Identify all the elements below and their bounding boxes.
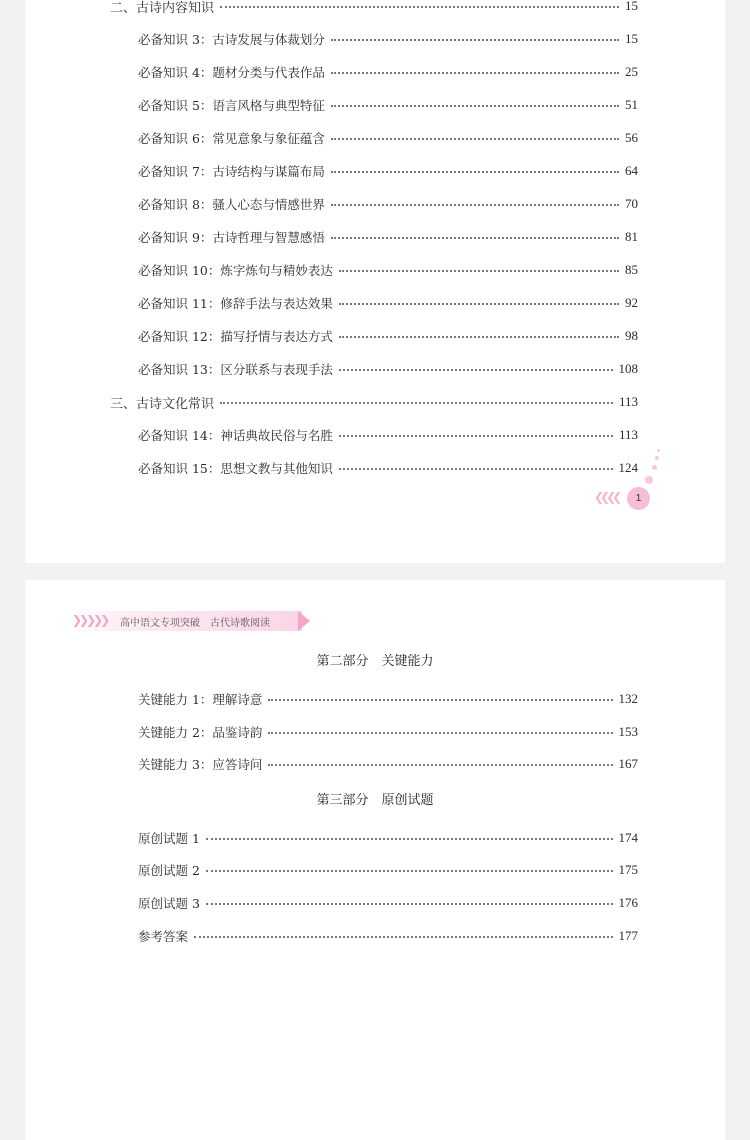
toc-entry[interactable] [138,926,638,946]
page-number-badge: 1 [627,487,650,510]
toc-entry[interactable] [138,425,638,445]
toc-entry-page: 15 [625,31,638,46]
toc-entry[interactable] [138,62,638,82]
toc-entry-label: 必备知识 4：题材分类与代表作品 [138,65,325,80]
toc-entry-label: 关键能力 1：理解诗意 [138,692,263,707]
dot-leader [331,39,619,41]
dot-leader [268,764,612,766]
toc-entry-label: 必备知识 6：常见意象与象征蕴含 [138,131,325,146]
dot-leader [331,138,619,140]
toc-entry-section-3[interactable] [110,392,638,412]
toc-entry-label: 二、古诗内容知识 [110,0,215,16]
toc-entry[interactable] [138,29,638,49]
toc-entry-label: 三、古诗文化常识 [110,396,215,412]
toc-entry-page: 56 [625,130,638,145]
toc-entry-page: 25 [625,64,638,79]
toc-entry-page: 64 [625,163,638,178]
toc-entry-page: 15 [625,0,638,13]
toc-entry[interactable] [138,128,638,148]
toc-entry[interactable] [138,293,638,313]
chevron-right-icon: ❯❯❯❯❯ [72,613,108,627]
toc-entry[interactable] [138,689,638,709]
dot-leader [206,903,613,905]
toc-entry-label: 原创试题 2 [138,863,200,878]
dot-leader [331,171,619,173]
toc-entry-page: 108 [618,361,638,376]
toc-entry-label: 必备知识 3：古诗发展与体裁划分 [138,32,325,47]
toc-entry[interactable] [138,893,638,913]
toc-entry[interactable] [138,227,638,247]
toc-entry[interactable] [138,860,638,880]
decor-dot [652,465,657,470]
part-3-title: 第三部分 原创试题 [316,793,434,808]
toc-entry-page: 81 [625,229,638,244]
toc-entry-page: 176 [618,895,638,910]
toc-entry-page: 51 [625,97,638,112]
toc-entry-label: 原创试题 1 [138,831,200,846]
toc-entry[interactable] [138,359,638,379]
toc-entry-page: 174 [618,830,638,845]
header-banner [70,611,310,631]
toc-entry-page: 70 [625,196,638,211]
toc-entry-label: 必备知识 9：古诗哲理与智慧感悟 [138,230,325,245]
dot-leader [220,6,619,8]
toc-entry-section-2[interactable] [110,0,638,16]
decor-dot [657,449,660,452]
dot-leader [339,336,619,338]
toc-entry[interactable] [138,194,638,214]
toc-entry-label: 必备知识 8：骚人心态与情感世界 [138,197,325,212]
toc-page-1 [25,0,725,563]
decor-dot [655,456,659,460]
toc-entry-label: 必备知识 7：古诗结构与谋篇布局 [138,164,325,179]
toc-entry-page: 98 [625,328,638,343]
toc-entry[interactable] [138,260,638,280]
dot-leader [331,204,619,206]
toc-entry[interactable] [138,458,638,478]
toc-entry-label: 必备知识 13：区分联系与表现手法 [138,362,333,377]
toc-entry-page: 167 [618,756,638,771]
dot-leader [206,838,613,840]
dot-leader [339,303,619,305]
toc-entry-page: 132 [618,691,638,706]
dot-leader [331,72,619,74]
toc-entry[interactable] [138,326,638,346]
dot-leader [268,699,612,701]
toc-entry-label: 参考答案 [138,929,189,944]
toc-entry-label: 必备知识 10：炼字炼句与精妙表达 [138,263,333,278]
toc-entry-label: 原创试题 3 [138,896,200,911]
double-chevron-left-icon: ❮❮❮❮ [594,490,619,504]
dot-leader [339,435,613,437]
toc-entry-page: 153 [618,724,638,739]
toc-entry-label: 必备知识 5：语言风格与典型特征 [138,98,325,113]
dot-leader [268,732,612,734]
dot-leader [220,402,613,404]
dot-leader [206,870,613,872]
part-2-title: 第二部分 关键能力 [316,654,434,669]
dot-leader [331,105,619,107]
toc-entry[interactable] [138,95,638,115]
toc-entry-page: 85 [625,262,638,277]
toc-entry-page: 113 [618,394,638,409]
toc-entry-page: 113 [618,427,638,442]
toc-entry-label: 必备知识 11：修辞手法与表达效果 [138,296,333,311]
toc-entry-page: 92 [625,295,638,310]
toc-entry[interactable] [138,754,638,774]
toc-entry-page: 175 [618,862,638,877]
dot-leader [339,468,613,470]
dot-leader [194,936,612,938]
dot-leader [339,369,613,371]
toc-entry-label: 必备知识 12：描写抒情与表达方式 [138,329,333,344]
toc-entry-label: 关键能力 3：应答诗问 [138,757,263,772]
banner-arrow-tip [298,611,310,631]
dot-leader [331,237,619,239]
toc-entry[interactable] [138,161,638,181]
toc-entry-page: 177 [618,928,638,943]
toc-entry-label: 必备知识 14：神话典故民俗与名胜 [138,428,333,443]
dot-leader [339,270,619,272]
toc-entry[interactable] [138,722,638,742]
banner-title: 高中语文专项突破 古代诗歌阅读 [120,618,270,629]
toc-entry-label: 关键能力 2：品鉴诗韵 [138,725,263,740]
toc-entry[interactable] [138,828,638,848]
decor-dot [645,476,653,484]
toc-entry-label: 必备知识 15：思想文教与其他知识 [138,461,333,476]
toc-entry-page: 124 [618,460,638,475]
